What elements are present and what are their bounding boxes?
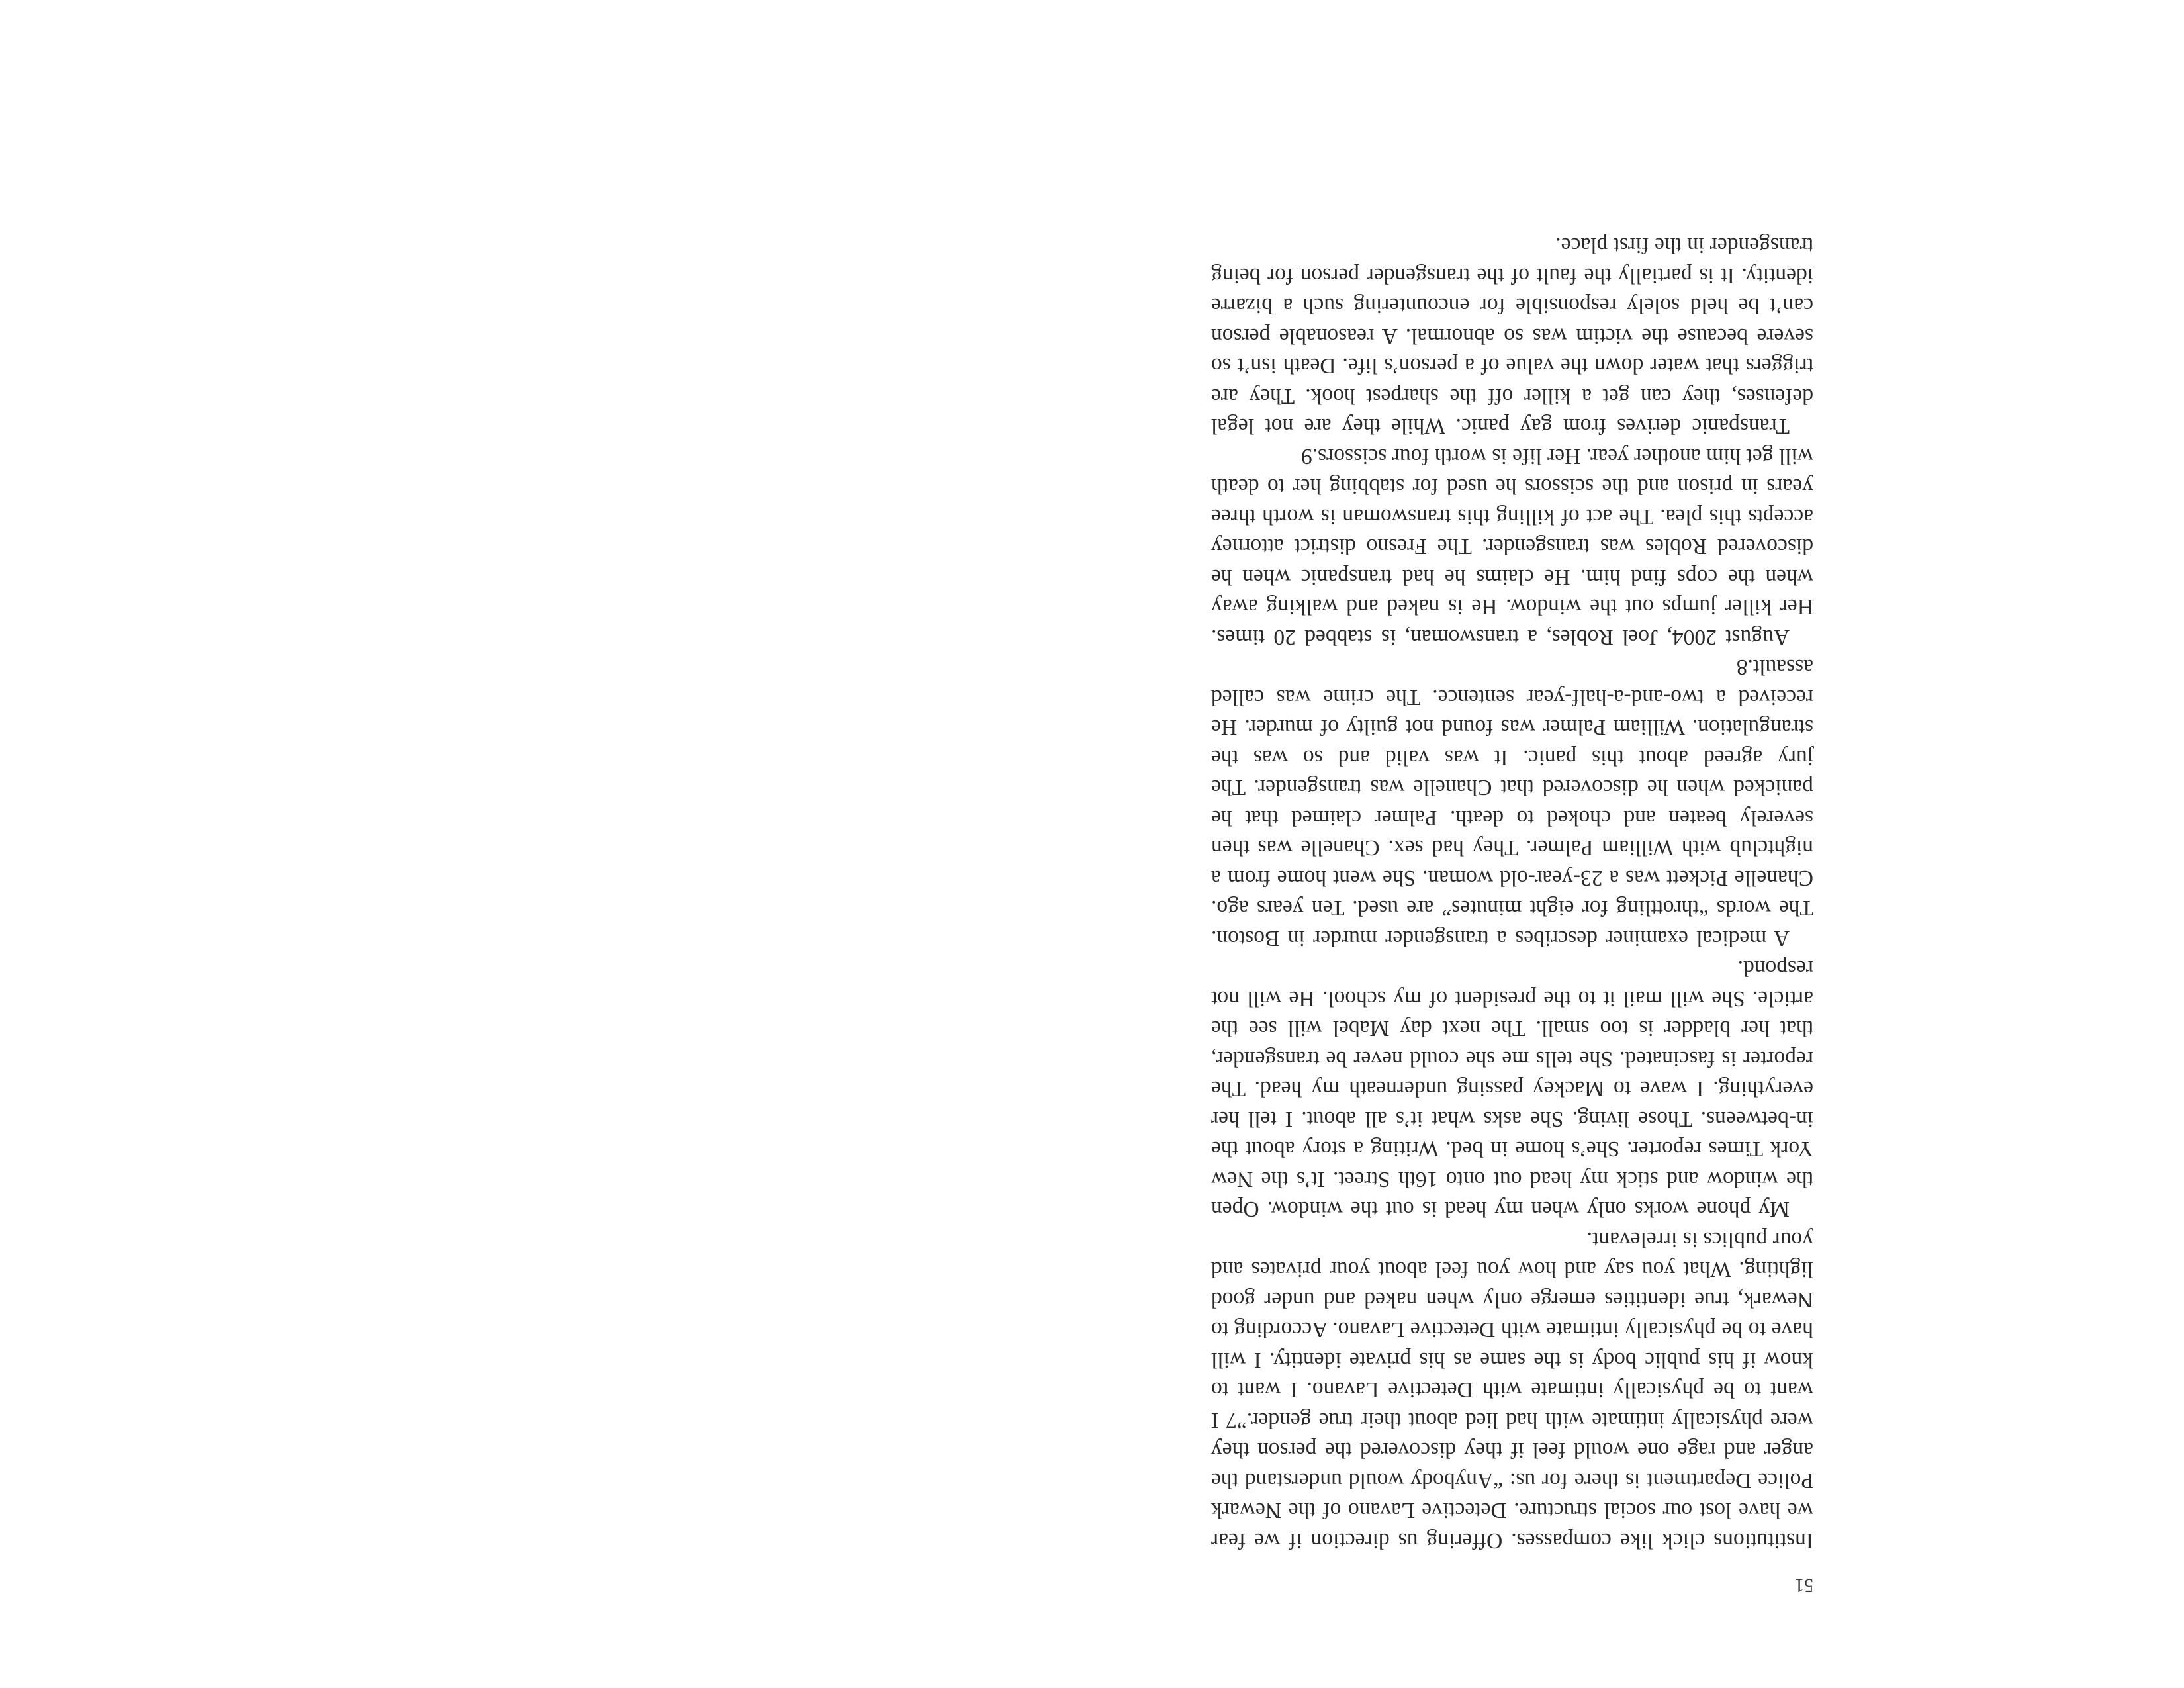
paragraph-1: Institutions click like compasses. Offering us direction if we fear we have lost our social structure. Detective Lavano of the Newark Police Department is there for us: “Anybody would understand the anger and rage one would feel if they discovered the person they were physically intimate with had lied about their true gender.”7 I want to be physically intimate with Detective Lavano. I want to know if his public body is the same as his private identity. I will have to be physically intimate with Detective Lavano. According to Newark, true identities emerge only when naked and under good lighting. What you say and how you feel about your privates and your publics is irrelevant.: [1211, 1227, 1813, 1553]
paragraph-4: August 2004, Joel Robles, a transwoman, is stabbed 20 times. Her killer jumps out the window. He is naked and walking away when the cops find him. He claims he had transpanic when he discovered Robles was transgender. The Fresno district attorney accepts this plea. The act of killing this transwoman is worth three years in prison and the scissors he used for stabbing her to death will get him another year. Her life is worth four scissors.9: [1211, 444, 1813, 649]
paragraph-2: My phone works only when my head is out the window. Open the window and stick my head out onto 16th Street. It’s the New York Times reporter. She’s home in bed. Writing a story about the in-betweens. Those living. She asks what it’s all about. I tell her everything. I wave to Mackey passing underneath my head. The reporter is fascinated. She tells me she could never be transgender, that her bladder is too small. The next day Mabel will see the article. She will mail it to the president of my school. He will not respond.: [1211, 956, 1813, 1222]
paragraph-3: A medical examiner describes a transgender murder in Boston. The words “throttling for eight minutes” are used. Ten years ago. Chanelle Pickett was a 23-year-old woman. She went home from a nightclub with William Palmer. They had sex. Chanelle was then severely beaten and choked to death. Palmer claimed that he panicked when he discovered that Chanelle was transgender. The jury agreed about this panic. It was valid and so was the strangulation. William Palmer was found not guilty of murder. He received a two-and-a-half-year sentence. The crime was called assault.8: [1211, 655, 1813, 951]
paragraph-5: Transpanic derives from gay panic. While they are not legal defenses, they can get a killer off the sharpest hook. They are triggers that water down the value of a person’s life. Death isn’t so severe because the victim was so abnormal. A reasonable person can’t be held solely responsible for encountering such a bizarre identity. It is partially the fault of the transgender person for being transgender in the first place.: [1211, 233, 1813, 439]
body-text: [1211, 230, 1813, 1556]
page-number: 51: [1795, 1575, 1813, 1595]
